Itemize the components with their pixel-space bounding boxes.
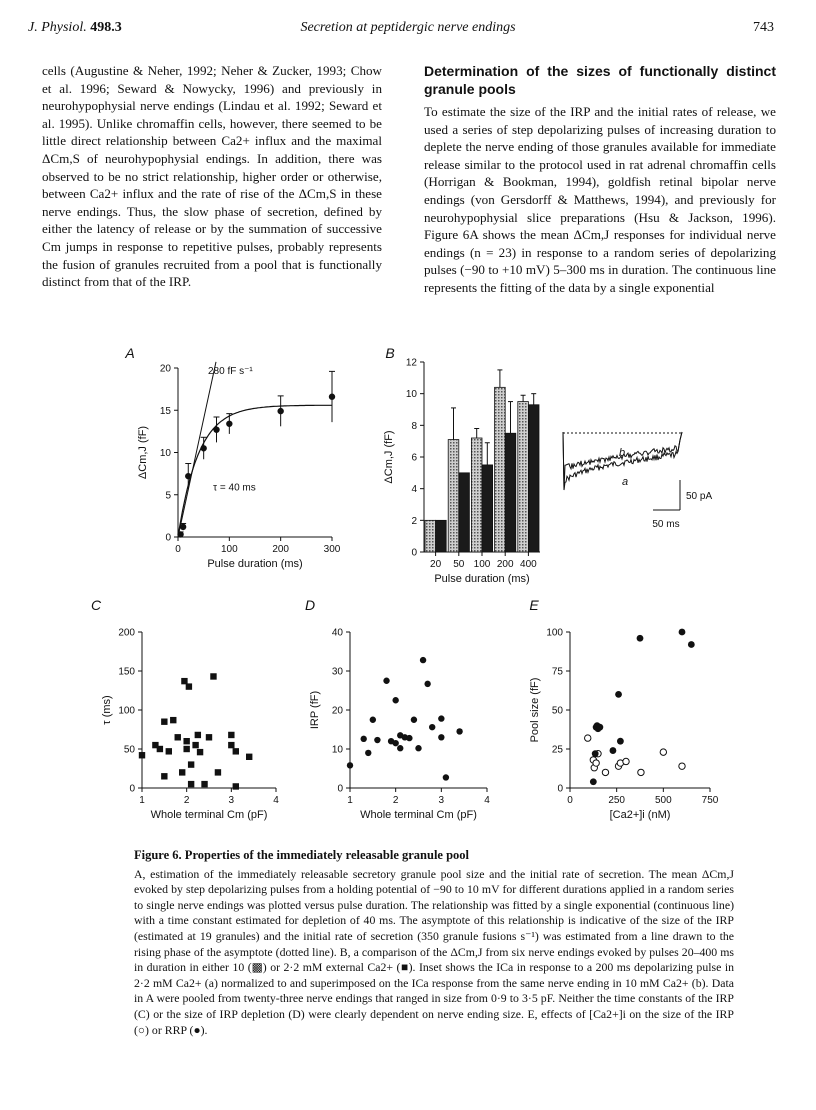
panel-d-x-label: Whole terminal Cm (pF)	[360, 809, 477, 821]
panel-b-inset-scale-x-label: 50 ms	[652, 519, 680, 530]
panel-e-rrp-point	[617, 738, 624, 745]
panel-c-y-tick-label: 200	[118, 627, 135, 639]
panel-a-data-point	[277, 408, 283, 414]
panel-c-data-point	[183, 746, 189, 752]
right-column	[424, 62, 776, 297]
panel-e-x-tick-label: 500	[654, 795, 672, 806]
panel-d-x-tick-label: 2	[392, 795, 399, 806]
panel-d-x-tick-label: 3	[438, 795, 445, 806]
panel-e-y-label: Pool size (fF)	[529, 677, 541, 743]
panel-d-data-point	[374, 737, 380, 743]
panel-d-x-tick-label: 4	[484, 795, 490, 806]
panel-e-y-tick-label: 100	[546, 627, 563, 639]
panel-e-rrp-point	[610, 747, 617, 754]
panel-a-data-point	[200, 445, 206, 451]
panel-b-y-tick-label: 12	[405, 357, 417, 369]
panel-d-y-tick-label: 30	[331, 666, 343, 678]
panel-e-y-tick-label: 75	[551, 666, 563, 678]
panel-c-data-point	[161, 773, 167, 779]
panel-b-bar	[425, 520, 436, 552]
panel-b-inset-label-a: a	[621, 476, 629, 488]
panel-b-bar	[495, 387, 506, 552]
panel-b-bar	[505, 433, 516, 552]
panel-d-data-point	[397, 745, 403, 751]
panel-d-data-point	[365, 750, 371, 756]
panel-e-rrp-point	[688, 641, 695, 648]
panel-b-y-tick-label: 8	[411, 420, 417, 432]
panel-c-data-point	[179, 769, 185, 775]
panel-a-rate-line	[178, 362, 216, 537]
caption-title: Figure 6. Properties of the immediately releasable granule pool	[134, 848, 470, 862]
panel-d-data-point	[415, 745, 421, 751]
panel-e-rrp-point	[590, 778, 597, 785]
panel-e-x-tick-label: 250	[608, 795, 626, 806]
panel-c-y-tick-label: 50	[123, 744, 135, 756]
panel-e-irp-point	[660, 749, 666, 755]
panel-c-data-point	[215, 769, 221, 775]
panel-b-y-tick-label: 2	[411, 515, 417, 527]
panel-b-label: B	[385, 345, 395, 361]
panel-a-y-tick-label: 20	[159, 363, 171, 375]
panel-c-data-point	[206, 734, 212, 740]
panel-a-y-tick-label: 0	[165, 532, 171, 544]
panel-b-x-tick-label: 100	[473, 559, 491, 570]
panel-a-data-point	[226, 421, 232, 427]
panel-d-data-point	[420, 657, 426, 663]
panel-b-y-tick-label: 10	[405, 389, 417, 401]
panel-c-data-point	[195, 732, 201, 738]
panel-c-data-point	[192, 742, 198, 748]
panel-d-data-point	[411, 717, 417, 723]
panel-c-data-point	[246, 754, 252, 760]
panel-d-data-point	[392, 740, 398, 746]
panel-b-x-label: Pulse duration (ms)	[434, 573, 530, 585]
panel-b-inset-label-b: b	[618, 447, 626, 459]
panel-e-irp-point	[638, 769, 644, 775]
right-column-text: To estimate the size of the IRP and the initial rates of release, we used a series of step depolarizing pulses of increasing duration to deplete the nerve ending of those granules available for immediate release similar to the protocol used in rat adrenal chromaffin cells (Horrigan & Bookman, 1994), goldfish retinal bipolar nerve endings (von Gersdorff & Matthews, 1994), and previously for neurohypophysial slice preparations (Hsu & Jackson, 1996). Figure 6A shows the mean ΔCm,J responses for individual nerve endings (n = 23) in response to a random series of depolarizing pulses (−90 to +10 mV) 5–300 ms in duration. The continuous line represents the fitting of the data by a single exponential	[424, 104, 776, 295]
panel-b-bar	[436, 520, 447, 552]
panel-b-inset-scale-y-label: 50 pA	[686, 491, 713, 502]
panel-d-data-point	[429, 724, 435, 730]
panel-a-label: A	[125, 345, 135, 361]
panel-c-data-point	[228, 732, 234, 738]
panel-a-fit-curve	[178, 405, 332, 537]
panel-a-x-tick-label: 100	[220, 544, 238, 555]
panel-c-x-tick-label: 4	[273, 795, 279, 806]
panel-c-x-tick-label: 1	[139, 795, 145, 806]
panel-d-label: D	[304, 597, 316, 613]
panel-b-x-tick-label: 50	[453, 559, 465, 570]
panel-d-data-point	[438, 734, 444, 740]
panel-c-x-tick-label: 3	[228, 795, 235, 806]
panel-c-data-point	[197, 749, 203, 755]
panel-e-irp-point	[623, 758, 629, 764]
panel-b-bar	[528, 405, 539, 552]
panel-a-x-tick-label: 300	[323, 544, 341, 555]
panel-e-x-tick-label: 0	[567, 795, 573, 806]
panel-c-data-point	[228, 742, 234, 748]
panel-c-data-point	[186, 683, 192, 689]
panel-e-irp-point	[679, 763, 685, 769]
left-column-text: cells (Augustine & Neher, 1992; Neher & Zucker, 1993; Chow et al. 1996; Seward & Nowycky, 1996) and previously in neurohypophysial nerve endings (Lindau et al. 1992; Seward et al. 1995). Unlike chromaffin cells, however, there seemed to be little direct relationship between Ca2+ influx and the maximal ΔCm,S of neurohypophysial endings. In addition, there was observed to be no strict relationship, higher order or otherwise, between Ca2+ influx and the rate of rise of the ΔCm,S in these nerve endings. Thus, the slow phase of secretion, defined by either the latency of release or by the summation of successive Cm jumps in response to repetitive pulses, probably represents the fusion of granules recruited from a pool that is functionally distinct from that of the IRP.	[42, 63, 382, 290]
panel-b-bar	[471, 438, 482, 552]
panel-e-x-label: [Ca2+]i (nM)	[609, 809, 671, 821]
panel-a-data-point	[213, 426, 219, 432]
panel-b-bar	[518, 402, 529, 552]
panel-a-data-point	[329, 394, 335, 400]
panel-a-y-tick-label: 5	[165, 490, 171, 502]
figure-caption	[134, 848, 734, 1038]
panel-b-bar	[448, 440, 459, 552]
caption-body: A, estimation of the immediately releasable secretory granule pool size and the initial rate of secretion. The mean ΔCm,J evoked by step depolarizing pulses from a holding potential of −90 to 10 mV for different durations applied in a random series to single nerve endings was plotted versus pulse duration. The relationship was fitted by a single exponential (continuous line) with a time constant estimated for depletion of 40 ms. The asymptote of this relationship is indicative of the size of the IRP (estimated at 19 granules) and the initial rate of secretion (350 granule fusions s⁻¹) was estimated from a line drawn to the rising phase of the asymptote (dotted line). B, a comparison of the ΔCm,J from six nerve endings evoked by pulses 20–400 ms in duration in either 10 (▩) or 2·2 mM external Ca2+ (■). Inset shows the ICa in response to a 200 ms depolarizing pulse in 2·2 mM Ca2+ (a) normalized to and superimposed on the ICa response from the same nerve ending in 10 mM Ca2+ (b). Data in A were pooled from twenty-three nerve endings that ranged in size from 0·9 to 3·5 pF. Neither the time constants of the IRP (C) or the size of IRP depletion (D) were clearly dependent on nerve ending size. E, effects of [Ca2+]i on the size of the IRP (○) or RRP (●).	[134, 866, 734, 1037]
panel-a-data-point	[180, 524, 186, 530]
panel-e-irp-point	[585, 735, 591, 741]
journal-volume: 498.3	[90, 20, 122, 35]
panel-c-x-tick-label: 2	[183, 795, 190, 806]
panel-e-rrp-point	[637, 635, 644, 642]
panel-c-data-point	[188, 761, 194, 767]
panel-e-rrp-point	[596, 724, 603, 731]
panel-c-data-point	[201, 781, 207, 787]
panel-c-data-point	[233, 748, 239, 754]
panel-c-data-point	[181, 678, 187, 684]
panel-e-y-tick-label: 25	[551, 744, 563, 756]
panel-b-x-tick-label: 400	[520, 559, 537, 570]
panel-a-y-tick-label: 15	[159, 405, 171, 417]
panel-d-data-point	[392, 697, 398, 703]
panel-a-y-tick-label: 10	[159, 448, 171, 459]
panel-d-data-point	[406, 735, 412, 741]
panel-a-slope-label: 280 fF s⁻¹	[207, 365, 253, 377]
panel-c-y-tick-label: 0	[129, 783, 135, 795]
panel-a-tau-label: τ = 40 ms	[213, 482, 256, 494]
panel-d-x-tick-label: 1	[347, 795, 353, 806]
panel-d-data-point	[438, 715, 444, 721]
panel-e-rrp-point	[615, 691, 622, 698]
panel-c-data-point	[166, 748, 172, 754]
panel-d-data-point	[370, 717, 376, 723]
page-number: 743	[753, 20, 774, 35]
panel-c-data-point	[157, 746, 163, 752]
panel-d-y-tick-label: 0	[337, 783, 343, 795]
panel-c-data-point	[139, 752, 145, 758]
panel-a-data-point	[177, 531, 183, 537]
panel-b-x-tick-label: 20	[430, 559, 442, 570]
panel-e-irp-point	[593, 760, 599, 766]
panel-c-data-point	[161, 719, 167, 725]
panel-a-y-label: ΔCm,J (fF)	[137, 425, 149, 480]
panel-b-y-label: ΔCm,J (fF)	[383, 430, 395, 484]
panel-e-y-tick-label: 50	[551, 705, 563, 717]
left-column	[42, 62, 382, 291]
panel-c-y-label: τ (ms)	[101, 695, 113, 725]
figure-6	[0, 340, 816, 840]
panel-c-data-point	[170, 717, 176, 723]
panel-c-label: C	[90, 597, 102, 613]
panel-d-y-tick-label: 40	[331, 627, 343, 639]
panel-e-x-tick-label: 750	[701, 795, 719, 806]
panel-b-x-tick-label: 200	[496, 559, 514, 570]
panel-b-y-tick-label: 6	[411, 452, 417, 464]
panel-d-data-point	[443, 774, 449, 780]
running-header-title: Secretion at peptidergic nerve endings	[300, 20, 516, 35]
panel-b-bar	[459, 473, 470, 552]
panel-c-y-tick-label: 100	[118, 705, 135, 717]
journal-name: J. Physiol.	[28, 20, 87, 35]
panel-d-data-point	[347, 762, 353, 768]
panel-a-x-tick-label: 200	[272, 544, 290, 555]
panel-e-label: E	[529, 597, 539, 613]
figure-6-svg	[0, 340, 816, 840]
panel-d-data-point	[424, 681, 430, 687]
panel-d-y-tick-label: 20	[331, 705, 343, 717]
panel-d-y-tick-label: 10	[331, 744, 343, 756]
panel-c-data-point	[233, 783, 239, 789]
section-title: Determination of the sizes of functionally distinct granule pools	[424, 63, 776, 97]
panel-d-y-label: IRP (fF)	[309, 690, 321, 730]
panel-c-data-point	[210, 673, 216, 679]
panel-d-data-point	[456, 728, 462, 734]
panel-c-y-tick-label: 150	[118, 666, 135, 678]
panel-e-rrp-point	[679, 629, 686, 636]
panel-e-irp-point	[602, 769, 608, 775]
panel-c-data-point	[188, 781, 194, 787]
panel-b-y-tick-label: 4	[411, 484, 417, 496]
panel-c-x-label: Whole terminal Cm (pF)	[150, 809, 268, 821]
panel-e-y-tick-label: 0	[557, 783, 563, 795]
panel-d-data-point	[383, 678, 389, 684]
panel-c-data-point	[175, 734, 181, 740]
panel-a-x-label: Pulse duration (ms)	[207, 558, 303, 570]
panel-a-x-tick-label: 0	[175, 544, 181, 555]
panel-c-data-point	[183, 738, 189, 744]
panel-a-data-point	[185, 473, 191, 479]
panel-b-y-tick-label: 0	[411, 547, 417, 559]
panel-e-rrp-point	[592, 750, 599, 757]
panel-b-bar	[482, 465, 493, 552]
panel-d-data-point	[361, 736, 367, 742]
